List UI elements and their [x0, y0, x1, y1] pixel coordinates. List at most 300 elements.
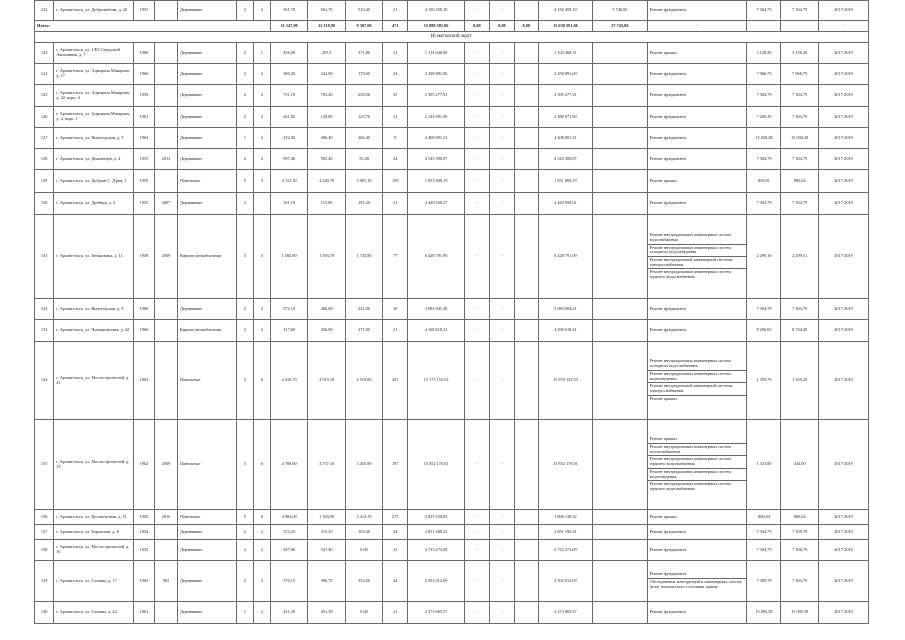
cell-area-residential: 0,00 [345, 602, 382, 624]
cell-address: г. Архангельск, ул. Адмирала Макарова, д. 32, корп. 4 [54, 85, 133, 107]
cell-cost-owners: 4 296 618,31 [538, 320, 592, 342]
cell-address: г. Архангельск, ул. Мостостроителей, д. 15 [54, 420, 133, 510]
work-item: Ремонт фундамента [649, 92, 686, 98]
cell-residents: 25 [383, 85, 408, 107]
cell-floors: 5 [236, 342, 253, 420]
cell-fund3 [514, 64, 538, 85]
cell-floors: 1 [236, 128, 253, 149]
cell-area-total: 451,39 [270, 602, 307, 624]
cell-period: 2017-2019 [818, 299, 868, 320]
cell-wall: Деревянные [177, 64, 236, 85]
cell-floors: 5 [236, 510, 253, 525]
cell-wall: Деревянные [177, 299, 236, 320]
cell-fund1: - [464, 540, 489, 561]
cell-floors: 2 [236, 193, 253, 215]
cell-area-residential: 55,40 [345, 149, 382, 170]
cell-area-premises: 4 240,70 [308, 170, 345, 193]
cell-work [647, 149, 747, 170]
work-item: Ремонт фундамента [649, 134, 686, 140]
cell-fund1: - [464, 602, 489, 624]
cell-fund2: - [489, 193, 514, 215]
cell-floors: 2 [236, 85, 253, 107]
cell-fund2: - [489, 1, 514, 21]
capital-repair-table [34, 0, 869, 624]
cell-extra [593, 525, 647, 540]
cell-floors: 2 [236, 561, 253, 602]
cell-cost-owners: 1 806 138,52 [538, 510, 592, 525]
cell-area-residential: 658,56 [345, 85, 382, 107]
cell-address: г. Архангельск, ул. Мостостроителей, д. 41 [54, 342, 133, 420]
cell-price2: 860,64 [781, 510, 818, 525]
cell-extra [593, 215, 647, 299]
cell-fund1: - [464, 107, 489, 128]
cell-wall: Деревянные [177, 107, 236, 128]
table-row [35, 193, 869, 215]
cell-wall: Панельные [177, 170, 236, 193]
total-extra: 57 745,80 [593, 21, 647, 32]
cell-year-renov [155, 43, 178, 64]
cell-price2: 7 304,79 [781, 85, 818, 107]
cell-wall: Деревянные [177, 128, 236, 149]
cell-price1: 7 304,79 [747, 540, 781, 561]
work-item: Ремонт внутридомовых инженерных систем водоотведения [648, 371, 747, 383]
cell-residents: 9 [383, 128, 408, 149]
cell-cost: 4 408 801,51 [408, 128, 465, 149]
total-area-residential: 9 307,00 [345, 21, 382, 32]
cell-cost-owners: 2 273 865,57 [538, 602, 592, 624]
cell-cost-owners: 4 150 459,10 [538, 1, 592, 21]
table-row [35, 525, 869, 540]
cell-number: 138 [35, 540, 54, 561]
cell-price1: 1 323,80 [747, 420, 781, 510]
cell-period: 2017-2019 [818, 193, 868, 215]
cell-entrances: 5 [253, 170, 270, 193]
cell-price2: 7 304,79 [781, 561, 818, 602]
cell-cost-owners: 2 480 071,90 [538, 107, 592, 128]
cell-extra [593, 561, 647, 602]
cell-fund2: - [489, 561, 514, 602]
cell-fund3 [514, 525, 538, 540]
cell-floors: 2 [236, 320, 253, 342]
cell-entrances: 6 [253, 420, 270, 510]
cell-price2: 1 359,20 [781, 342, 818, 420]
cell-address: г. Архангельск, ул. Добролюбова, д. 20 [54, 1, 133, 21]
cell-number: 132 [35, 299, 54, 320]
work-item: Ремонт фундамента [649, 70, 686, 76]
region-header-row [35, 32, 869, 43]
total-area-total: 11 147,90 [270, 21, 307, 32]
cell-cost-owners: 4 543 300,87 [538, 149, 592, 170]
cell-floors: 2 [236, 540, 253, 561]
cell-cost-owners: 15 852 170,01 [538, 420, 592, 510]
cell-entrances: 2 [253, 149, 270, 170]
cell-fund3 [514, 85, 538, 107]
cell-year: 1961 [133, 602, 155, 624]
cell-work [647, 170, 747, 193]
cell-area-premises: 4 737,16 [308, 420, 345, 510]
cell-work [647, 299, 747, 320]
cell-extra [593, 510, 647, 525]
cell-area-residential: 271,00 [345, 320, 382, 342]
cell-extra [593, 193, 647, 215]
cell-fund3 [514, 299, 538, 320]
total-area-premises: 12 118,90 [308, 21, 345, 32]
cell-cost-owners: 2 395 277,91 [538, 85, 592, 107]
work-item: Ремонт внутридомовых инженерных систем холодного водоотведения [648, 245, 747, 257]
cell-fund2: - [489, 64, 514, 85]
table-row [35, 128, 869, 149]
cell-work [647, 215, 747, 299]
cell-fund2: - [489, 107, 514, 128]
cell-price1: 7 304,79 [747, 525, 781, 540]
cell-fund1: - [464, 510, 489, 525]
cell-fund2: - [489, 510, 514, 525]
cell-wall: Панельные [177, 342, 236, 420]
cell-entrances: 3 [253, 561, 270, 602]
cell-work [647, 525, 747, 540]
cell-wall: Деревянные [177, 602, 236, 624]
cell-year-renov [155, 1, 178, 21]
cell-residents: 158 [383, 170, 408, 193]
cell-residents: 197 [383, 420, 408, 510]
cell-price1: 3 128,28 [747, 43, 781, 64]
cell-extra [593, 85, 647, 107]
cell-year-renov [155, 299, 178, 320]
cell-cost: 6 428 791,90 [408, 215, 465, 299]
cell-cost-owners: 2 443 058,61 [538, 193, 592, 215]
cell-fund3 [514, 342, 538, 420]
cell-work [647, 85, 747, 107]
cell-extra [593, 342, 647, 420]
cell-extra [593, 540, 647, 561]
work-item: Ремонт внутридомовых инженерных систем теплоснабжения [648, 444, 747, 456]
cell-area-premises: 456,00 [308, 320, 345, 342]
cell-year: 1960 [133, 43, 155, 64]
cell-residents: 23 [383, 540, 408, 561]
cell-work [647, 420, 747, 510]
cell-cost-owners: 1 104 468,51 [538, 43, 592, 64]
cell-residents: 24 [383, 149, 408, 170]
cell-fund3 [514, 540, 538, 561]
cell-number: 126 [35, 107, 54, 128]
cell-year: 1959 [133, 85, 155, 107]
cell-number: 136 [35, 510, 54, 525]
cell-floors: 2 [236, 299, 253, 320]
cell-work [647, 128, 747, 149]
cell-year-renov: 2009 [155, 420, 178, 510]
cell-area-premises: 466,00 [308, 299, 345, 320]
cell-fund3 [514, 215, 538, 299]
cell-year: 1954 [133, 525, 155, 540]
cell-address: г. Архангельск, ул. Зеньковича, д. 11 [54, 215, 133, 299]
cell-address: г. Архангельск, ул. Доб'рин С. Д'рия, 1 [54, 170, 133, 193]
cell-extra [593, 170, 647, 193]
cell-floors: 2 [236, 525, 253, 540]
table-row [35, 299, 869, 320]
cell-year-renov [155, 540, 178, 561]
cell-number: 135 [35, 420, 54, 510]
cell-price2: 2 299,51 [781, 215, 818, 299]
cell-area-total: 261,65 [270, 107, 307, 128]
cell-fund2: - [489, 299, 514, 320]
work-item: Ремонт крыши [649, 395, 677, 401]
cell-floors: 2 [236, 64, 253, 85]
cell-area-residential: 371,80 [345, 43, 382, 64]
cell-fund3 [514, 420, 538, 510]
cell-price2: 7 304,79 [781, 193, 818, 215]
cell-year: 1955 [133, 149, 155, 170]
cell-area-premises: 129,60 [308, 107, 345, 128]
cell-floors: 2 [236, 1, 253, 21]
cell-cost: 3 084 941,40 [408, 299, 465, 320]
cell-period: 2017-2019 [818, 128, 868, 149]
cell-work [647, 342, 747, 420]
cell-area-total: 4 416,70 [270, 342, 307, 420]
cell-fund3 [514, 107, 538, 128]
cell-floors: 2 [236, 43, 253, 64]
work-item: Обследование конструкций и инженерных систем (или) технического состояния здания [649, 579, 742, 589]
cell-area-residential: 0,00 [345, 540, 382, 561]
cell-fund1: - [464, 525, 489, 540]
cell-number: 125 [35, 85, 54, 107]
cell-wall: Деревянные [177, 149, 236, 170]
cell-residents: 21 [383, 320, 408, 342]
cell-residents: 24 [383, 64, 408, 85]
cell-area-total: 997,40 [270, 149, 307, 170]
cell-number: 137 [35, 525, 54, 540]
cell-area-total: 4 151,30 [270, 170, 307, 193]
cell-area-residential: 3 455,89 [345, 420, 382, 510]
cell-cost: 1 114 048,00 [408, 43, 465, 64]
cell-address: г. Архангельск, ул. Адмирала Макарова, д. 4, корп. 1 [54, 107, 133, 128]
cell-cost-owners: 3 084 904,61 [538, 299, 592, 320]
cell-year: 1964 [133, 128, 155, 149]
cell-address: г. Архангельск, ул. Боровская, д. 8 [54, 525, 133, 540]
cell-year-renov: 2016 [155, 510, 178, 525]
cell-price1: 7 304,79 [747, 1, 781, 21]
cell-year: 1960 [133, 320, 155, 342]
total-fund2: 0,00 [489, 21, 514, 32]
cell-year: 1959 [133, 170, 155, 193]
cell-area-premises: 1 394,00 [308, 510, 345, 525]
cell-address: г. Архангельск, ул. Чычыргинская, д. 42 [54, 320, 133, 342]
cell-address: г. Архангельск, ул. Целлюлозная, д. 11 [54, 510, 133, 525]
total-row [35, 21, 869, 32]
cell-period: 2017-2019 [818, 107, 868, 128]
cell-period: 2017-2019 [818, 170, 868, 193]
work-item: Ремонт внутридомовых инженерных систем горячего водоснабжения [648, 456, 747, 468]
cell-cost: 15 175 153,53 [408, 342, 465, 420]
cell-price2: 434,00 [781, 420, 818, 510]
cell-area-total: 4 882,00 [270, 510, 307, 525]
cell-period: 2017-2019 [818, 215, 868, 299]
cell-number: 122 [35, 1, 54, 21]
cell-period: 2017-2019 [818, 540, 868, 561]
cell-cost: 2 592 012,09 [408, 561, 465, 602]
cell-fund2: - [489, 540, 514, 561]
cell-extra [593, 107, 647, 128]
cell-address: г. Архангельск, ул. Мостостроителей, д. 16 [54, 540, 133, 561]
cell-fund2: - [489, 170, 514, 193]
cell-period: 2017-2019 [818, 561, 868, 602]
cell-cost: 1 851 800,19 [408, 170, 465, 193]
table-row [35, 602, 869, 624]
cell-residents: 16 [383, 299, 408, 320]
cell-work [647, 64, 747, 85]
total-fund1: 0,00 [464, 21, 489, 32]
cell-area-total: 232,00 [270, 128, 307, 149]
cell-number: 129 [35, 170, 54, 193]
cell-year-renov [155, 602, 178, 624]
cell-number: 124 [35, 64, 54, 85]
cell-area-residential: 191,20 [345, 193, 382, 215]
cell-period: 2017-2019 [818, 85, 868, 107]
cell-fund1: - [464, 193, 489, 215]
cell-area-total: 4 768,60 [270, 420, 307, 510]
cell-price1: 7 966,79 [747, 64, 781, 85]
cell-entrances: 2 [253, 1, 270, 21]
cell-area-total: 456,00 [270, 43, 307, 64]
cell-entrances [253, 193, 270, 215]
cell-year: 1963 [133, 342, 155, 420]
cell-price1: 15 095,58 [747, 602, 781, 624]
cell-period: 2017-2019 [818, 43, 868, 64]
cell-extra [593, 128, 647, 149]
work-item: Ремонт крыши [649, 513, 677, 519]
cell-fund1: - [464, 561, 489, 602]
cell-address: г. Архангельск, ул. Адмирала Макарова, д. 17 [54, 64, 133, 85]
cell-year: 1955 [133, 193, 155, 215]
cell-fund2: - [489, 342, 514, 420]
cell-area-premises: 905,40 [308, 149, 345, 170]
cell-price2: 8 744,49 [781, 320, 818, 342]
work-item: Ремонт внутридомовых инженерных систем водоотведения [648, 469, 747, 481]
work-item: Ремонт фундамента [649, 528, 686, 534]
cell-cost: 2 440 438,27 [408, 193, 465, 215]
total-price2 [781, 21, 818, 32]
cell-entrances: 6 [253, 510, 270, 525]
cell-price2: 7 304,79 [781, 1, 818, 21]
cell-cost-owners: 4 408 801,51 [538, 128, 592, 149]
cell-area-residential: 125,70 [345, 107, 382, 128]
cell-year: 1963 [133, 561, 155, 602]
cell-fund3 [514, 1, 538, 21]
cell-year-renov [155, 64, 178, 85]
table-row [35, 342, 869, 420]
cell-cost: 4 168 618,31 [408, 320, 465, 342]
region-title: Исакогорский округ [35, 32, 869, 43]
cell-residents: 21 [383, 107, 408, 128]
cell-fund1: - [464, 170, 489, 193]
cell-floors: 1 [236, 602, 253, 624]
cell-fund2: - [489, 149, 514, 170]
cell-wall: Кирпич мелкоблочные [177, 215, 236, 299]
table-row [35, 64, 869, 85]
cell-fund1: - [464, 420, 489, 510]
work-item: Ремонт крыши [649, 177, 677, 183]
cell-address: г. Архангельск, ул. Галашы, д. 17 [54, 561, 133, 602]
cell-year-renov [155, 128, 178, 149]
cell-price1: 7 209,29 [747, 107, 781, 128]
table-row [35, 149, 869, 170]
cell-year-renov: 2007 [155, 193, 178, 215]
cell-fund3 [514, 561, 538, 602]
cell-period: 2017-2019 [818, 420, 868, 510]
cell-fund2: - [489, 420, 514, 510]
cell-year: 1960 [133, 64, 155, 85]
cell-entrances: 2 [253, 128, 270, 149]
cell-cost-owners: 2 502 012,09 [538, 561, 592, 602]
cell-price1: 8 296,65 [747, 320, 781, 342]
cell-wall: Деревянные [177, 540, 236, 561]
cell-cost-owners: 2 733 273,09 [538, 540, 592, 561]
cell-extra [593, 149, 647, 170]
cell-cost-owners: 2 458 891,00 [538, 64, 592, 85]
cell-area-premises: 451,39 [308, 602, 345, 624]
cell-fund3 [514, 193, 538, 215]
cell-price2: 7 966,79 [781, 64, 818, 85]
cell-number: 128 [35, 149, 54, 170]
cell-entrances: 2 [253, 320, 270, 342]
table-row [35, 43, 869, 64]
cell-area-premises: 342,00 [308, 64, 345, 85]
cell-area-residential: 4 519,83 [345, 342, 382, 420]
cell-period: 2017-2019 [818, 64, 868, 85]
cell-period: 2017-2019 [818, 510, 868, 525]
cell-price2: 7 304,79 [781, 149, 818, 170]
cell-area-premises: 703,20 [308, 85, 345, 107]
cell-fund2: - [489, 128, 514, 149]
table-row [35, 420, 869, 510]
cell-cost-owners: 15 970 153,53 [538, 342, 592, 420]
cell-entrances: 3 [253, 215, 270, 299]
work-item: Ремонт внутридомовых инженерных систем водоснабжения [648, 232, 747, 244]
cell-wall: Деревянные [177, 43, 236, 64]
cell-fund1: - [464, 215, 489, 299]
cell-year: 1955 [133, 1, 155, 21]
cell-area-total: 161,18 [270, 193, 307, 215]
cell-price2: 7 304,79 [781, 299, 818, 320]
cell-entrances: 2 [253, 299, 270, 320]
cell-wall: Деревянные [177, 561, 236, 602]
cell-year-renov [155, 342, 178, 420]
cell-floors: 5 [236, 420, 253, 510]
cell-address: г. Архангельск, ул. Дежнёвцев, д. 4 [54, 149, 133, 170]
cell-fund3 [514, 43, 538, 64]
work-item: Ремонт крыши [649, 49, 677, 55]
cell-residents: 251 [383, 342, 408, 420]
cell-area-premises: 561,70 [308, 1, 345, 21]
cell-fund1: - [464, 342, 489, 420]
cell-cost: 2 733 273,09 [408, 540, 465, 561]
cell-cost: 2 851 488,23 [408, 525, 465, 540]
total-label: Итого: [35, 21, 271, 32]
cell-price2: 7 304,79 [781, 107, 818, 128]
cell-wall: Панельные [177, 420, 236, 510]
cell-area-total: 380,20 [270, 64, 307, 85]
table-row [35, 215, 869, 299]
cell-year: 1958 [133, 215, 155, 299]
cell-area-premises: 315,25 [308, 525, 345, 540]
cell-address: г. Архангельск, ул. Вычегодская, д. 8 [54, 299, 133, 320]
cell-fund1: - [464, 299, 489, 320]
cell-residents: 24 [383, 525, 408, 540]
cell-fund3 [514, 510, 538, 525]
cell-price2: 880,64 [781, 170, 818, 193]
cell-address: г. Архангельск, ул. Вычегодская, д. 5 [54, 128, 133, 149]
cell-area-premises: 396,70 [308, 561, 345, 602]
work-item: Ремонт внутридомовых инженерных систем горячего водоснабжения [649, 481, 731, 492]
